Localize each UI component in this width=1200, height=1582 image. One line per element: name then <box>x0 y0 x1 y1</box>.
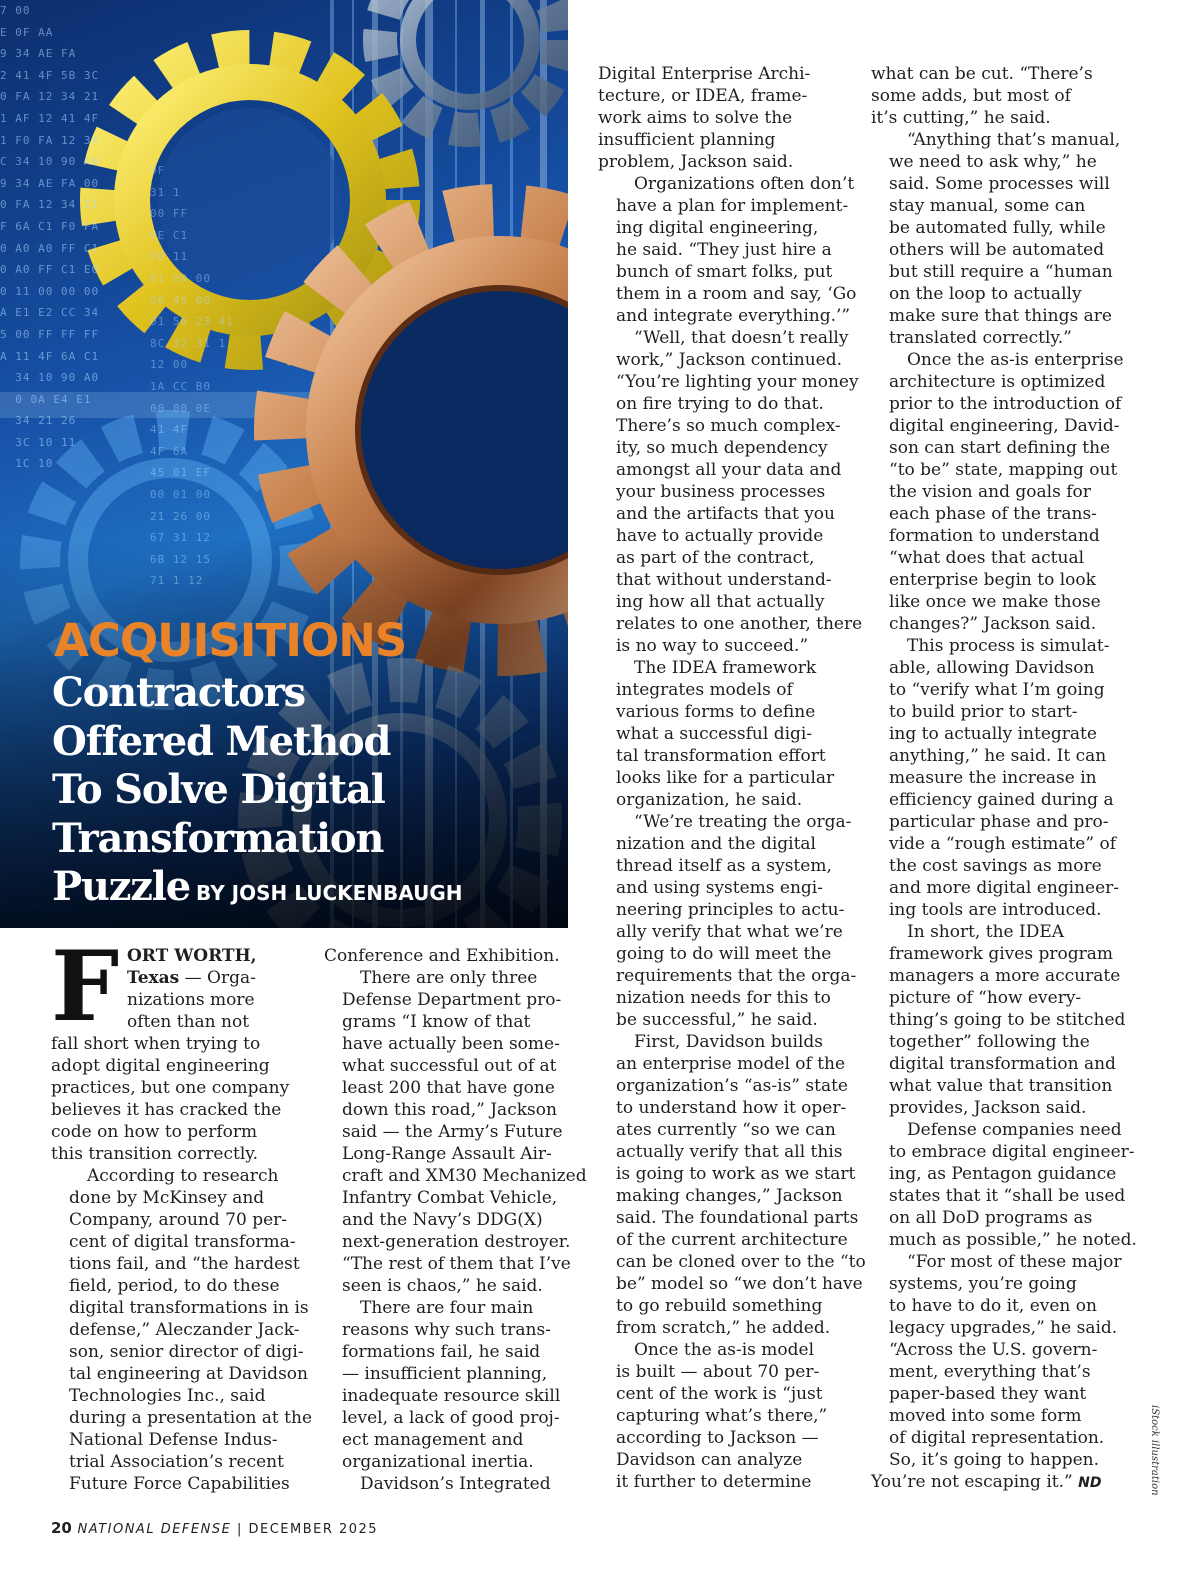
page-footer <box>51 1519 378 1537</box>
text-line: defense,” Aleczander Jack- <box>69 1320 300 1340</box>
text-line: as part of the contract, <box>616 548 815 568</box>
text-line: ment, everything that’s <box>889 1362 1091 1382</box>
text-line: organization’s “as-is” state <box>616 1076 848 1096</box>
publication-name: NATIONAL DEFENSE <box>77 1522 232 1537</box>
text-line: — insufficient planning, <box>342 1364 548 1384</box>
text-line: to build prior to start- <box>889 702 1078 722</box>
text-line: the vision and goals for <box>889 482 1091 502</box>
paragraph <box>324 967 587 1297</box>
text-line: “Anything that’s manual, <box>907 130 1121 150</box>
text-line: son can start defining the <box>889 438 1111 458</box>
text-line: There are only three <box>360 968 538 988</box>
text-line: particular phase and pro- <box>889 812 1109 832</box>
text-line: This process is simulat- <box>907 636 1110 656</box>
paragraph <box>598 63 853 173</box>
text-line: adopt digital engineering <box>51 1056 270 1076</box>
text-line: often than not <box>127 1012 250 1032</box>
paragraph <box>324 945 579 967</box>
dateline-word: Texas <box>127 968 180 988</box>
text-line: measure the increase in <box>889 768 1097 788</box>
text-line: There are four main <box>360 1298 534 1318</box>
text-line: ing how all that actually <box>616 592 825 612</box>
text-line: ORT WORTH, <box>127 946 257 966</box>
text-line: this transition correctly. <box>51 1144 259 1164</box>
text-line: field, period, to do these <box>69 1276 280 1296</box>
headline-line: To Solve Digital <box>52 766 385 813</box>
text-line: on fire trying to do that. <box>616 394 824 414</box>
text-line: So, it’s going to happen. <box>889 1450 1100 1470</box>
text-line: ing digital engineering, <box>616 218 819 238</box>
text-line: Company, around 70 per- <box>69 1210 288 1230</box>
text-line: The IDEA framework <box>634 658 817 678</box>
text-line: Conference and Exhibition. <box>324 946 560 966</box>
headline-line: Transformation <box>52 814 384 862</box>
drop-cap: F <box>51 930 120 1043</box>
text-line: translated correctly.” <box>889 328 1072 348</box>
text-line: an enterprise model of the <box>616 1054 846 1074</box>
text-line: is going to work as we start <box>616 1164 856 1184</box>
text-line: be” model so “we don’t have <box>616 1274 863 1294</box>
text-line: each phase of the trans- <box>889 504 1097 524</box>
text-line: said. Some processes will <box>889 174 1110 194</box>
text-line: on the loop to actually <box>889 284 1082 304</box>
text-line: framework gives program <box>889 944 1113 964</box>
paragraph <box>598 1031 866 1339</box>
text-line: capturing what’s there,” <box>616 1406 828 1426</box>
text-line: Infantry Combat Vehicle, <box>342 1188 558 1208</box>
text-line: tal transformation effort <box>616 746 826 766</box>
text-line: fall short when trying to <box>51 1034 261 1054</box>
text-line: and more digital engineer- <box>889 878 1120 898</box>
text-line: the cost savings as more <box>889 856 1102 876</box>
text-line: be successful,” he said. <box>616 1010 818 1030</box>
page-number: 20 <box>51 1519 72 1537</box>
text-line: “what does that actual <box>889 548 1085 568</box>
text-line: Digital Enterprise Archi- <box>598 64 811 84</box>
text-line: neering principles to actu- <box>616 900 845 920</box>
text-line: and the Navy’s DDG(X) <box>342 1210 543 1230</box>
text-line: what value that transition <box>889 1076 1113 1096</box>
article-column-1 <box>51 930 313 1495</box>
text-line: ing to actually integrate <box>889 724 1097 744</box>
text-line: like once we make those <box>889 592 1101 612</box>
text-line: practices, but one company <box>51 1078 290 1098</box>
text-line: son, senior director of digi- <box>69 1342 304 1362</box>
text-line: craft and XM30 Mechanized <box>342 1166 587 1186</box>
text-line: stay manual, some can <box>889 196 1086 216</box>
text-line: to understand how it oper- <box>616 1098 847 1118</box>
text-line: can be cloned over to the “to <box>616 1252 866 1272</box>
text-line: requirements that the orga- <box>616 966 857 986</box>
hero-illustration <box>0 0 568 928</box>
text-line: architecture is optimized <box>889 372 1106 392</box>
text-line: integrates models of <box>616 680 793 700</box>
text-line: looks like for a particular <box>616 768 835 788</box>
text-line: National Defense Indus- <box>69 1430 278 1450</box>
issue-date: DECEMBER 2025 <box>248 1522 379 1537</box>
text-line: next-generation destroyer. <box>342 1232 571 1252</box>
text-line: from scratch,” he added. <box>616 1318 831 1338</box>
text-line: managers a more accurate <box>889 966 1121 986</box>
text-line: moved into some form <box>889 1406 1082 1426</box>
text-line: code on how to perform <box>51 1122 258 1142</box>
text-line: Defense companies need <box>907 1120 1122 1140</box>
text-line: ity, so much dependency <box>616 438 828 458</box>
text-line: Texas — Orga- <box>127 968 256 988</box>
article-column-4 <box>871 63 1137 1494</box>
text-line: on all DoD programs as <box>889 1208 1093 1228</box>
paragraph <box>871 1251 1126 1471</box>
text-line: thing’s going to be stitched <box>889 1010 1126 1030</box>
paragraph <box>51 1165 313 1495</box>
text-line: Organizations often don’t <box>634 174 855 194</box>
headline-line-last <box>52 863 552 918</box>
text-line: Long-Range Assault Air- <box>342 1144 552 1164</box>
headline-line: Contractors <box>52 669 305 716</box>
text-line: inadequate resource skill <box>342 1386 561 1406</box>
headline-line: Offered Method <box>52 717 391 765</box>
paragraph <box>598 811 857 1031</box>
text-line: amongst all your data and <box>616 460 842 480</box>
text-line: Once the as-is model <box>634 1340 815 1360</box>
text-line: tal engineering at Davidson <box>69 1364 308 1384</box>
text-line: “You’re lighting your money <box>616 372 859 392</box>
text-line: is built — about 70 per- <box>616 1362 820 1382</box>
text-line: said. The foundational parts <box>616 1208 859 1228</box>
paragraph <box>871 921 1126 1119</box>
text-line: ates currently “so we can <box>616 1120 836 1140</box>
paragraph <box>871 349 1126 635</box>
text-line: make sure that things are <box>889 306 1112 326</box>
text-line: According to research <box>87 1166 279 1186</box>
text-line: Defense Department pro- <box>342 990 562 1010</box>
text-line: problem, Jackson said. <box>598 152 794 172</box>
text-line: trial Association’s recent <box>69 1452 284 1472</box>
text-line: anything,” he said. It can <box>889 746 1107 766</box>
text-line: making changes,” Jackson <box>616 1186 843 1206</box>
text-line: efficiency gained during a <box>889 790 1114 810</box>
text-line: insufficient planning <box>598 130 776 150</box>
text-line: formation to understand <box>889 526 1100 546</box>
text-line: actually verify that all this <box>616 1142 843 1162</box>
text-line: seen is chaos,” he said. <box>342 1276 543 1296</box>
text-line: tions fail, and “the hardest <box>69 1254 300 1274</box>
text-line: “For most of these major <box>907 1252 1122 1272</box>
hex-code-overlay: 7 00 E 0F AA 9 34 AE FA 2 41 4F 5B 3C 0 FA 12 34 21 1 AF 12 41 4F 1 F0 FA 12 34 C 34 10 90 A0 9 34 AE FA 00 0 FA 12 34 21 F 6A C1 F0 FA 0 A0 A0 FF C1 0 A0 FF C1 E0 0 11 00 00 00 A E1 E2 CC 34 5 00 FF FF FF A 11 4F 6A C1 34 10 90 A0 0 0A E4 E1 34 21 26 3C 10 11 1C 10 <box>0 4 100 471</box>
headline-last-word: Puzzle <box>52 863 191 910</box>
article-column-2 <box>324 945 587 1495</box>
text-line: others will be automated <box>889 240 1105 260</box>
text-line: to embrace digital engineer- <box>889 1142 1135 1162</box>
text-line: level, a lack of good proj- <box>342 1408 560 1428</box>
text-line: it’s cutting,” he said. <box>871 108 1051 128</box>
text-line: digital transformations in is <box>69 1298 309 1318</box>
text-line: paper-based they want <box>889 1384 1087 1404</box>
paragraph <box>598 327 863 657</box>
text-line: Technologies Inc., said <box>69 1386 266 1406</box>
closing-line <box>871 1471 1126 1494</box>
text-line: Once the as-is enterprise <box>907 350 1124 370</box>
text-line: have a plan for implement- <box>616 196 849 216</box>
text-line: we need to ask why,” he <box>889 152 1097 172</box>
text-line: systems, you’re going <box>889 1274 1077 1294</box>
text-line: digital transformation and <box>889 1054 1116 1074</box>
footer-separator: | <box>236 1522 243 1537</box>
text-line: and the artifacts that you <box>616 504 835 524</box>
text-line: states that it “shall be used <box>889 1186 1126 1206</box>
text-line: according to Jackson — <box>616 1428 819 1448</box>
text-line: your business processes <box>616 482 826 502</box>
text-line: work aims to solve the <box>598 108 793 128</box>
text-line: and using systems engi- <box>616 878 823 898</box>
text-line: ect management and <box>342 1430 524 1450</box>
paragraph <box>324 1473 579 1495</box>
text-line: but still require a “human <box>889 262 1113 282</box>
paragraph <box>871 129 1126 349</box>
paragraph <box>51 930 306 1165</box>
text-line: cent of digital transforma- <box>69 1232 296 1252</box>
text-line: to go rebuild something <box>616 1296 823 1316</box>
paragraph <box>871 635 1126 921</box>
text-line: is no way to succeed.” <box>616 636 809 656</box>
text-line: prior to the introduction of <box>889 394 1122 414</box>
text-line: “We’re treating the orga- <box>634 812 852 832</box>
text-line: to have to do it, even on <box>889 1296 1097 1316</box>
text-line: what a successful digi- <box>616 724 813 744</box>
paragraph <box>598 1339 853 1493</box>
steel-gear-top <box>380 0 560 130</box>
text-line: enterprise begin to look <box>889 570 1096 590</box>
text-line: of digital representation. <box>889 1428 1105 1448</box>
text-line: nization needs for this to <box>616 988 831 1008</box>
text-line: them in a room and say, ‘Go <box>616 284 857 304</box>
text-line: work,” Jackson continued. <box>616 350 843 370</box>
text-line: “to be” state, mapping out <box>889 460 1118 480</box>
text-line: believes it has cracked the <box>51 1100 282 1120</box>
text-line: grams “I know of that <box>342 1012 531 1032</box>
paragraph <box>598 657 853 811</box>
text-line: nization and the digital <box>616 834 816 854</box>
text-line: done by McKinsey and <box>69 1188 265 1208</box>
text-line: digital engineering, David- <box>889 416 1120 436</box>
article-column-3 <box>598 63 866 1493</box>
paragraph <box>324 1297 579 1473</box>
text-line: Davidson’s Integrated <box>360 1474 551 1494</box>
paragraph <box>598 173 857 327</box>
text-line: changes?” Jackson said. <box>889 614 1097 634</box>
headline <box>52 669 552 918</box>
text-line: ally verify that what we’re <box>616 922 843 942</box>
text-line: have to actually provide <box>616 526 824 546</box>
text-line: have actually been some- <box>342 1034 560 1054</box>
text-line: it further to determine <box>616 1472 812 1492</box>
text-line: various forms to define <box>616 702 816 722</box>
text-line: relates to one another, there <box>616 614 863 634</box>
text-line: “Across the U.S. govern- <box>889 1340 1098 1360</box>
text-line: formations fail, he said <box>342 1342 541 1362</box>
text-line: bunch of smart folks, put <box>616 262 833 282</box>
text-line: legacy upgrades,” he said. <box>889 1318 1118 1338</box>
text-line: In short, the IDEA <box>907 922 1065 942</box>
text-line: organization, he said. <box>616 790 803 810</box>
byline: BY JOSH LUCKENBAUGH <box>196 881 463 905</box>
text-line: cent of the work is “just <box>616 1384 823 1404</box>
text-line: vide a “rough estimate” of <box>889 834 1116 854</box>
text-line: what successful out of at <box>342 1056 557 1076</box>
text-line: least 200 that have gone <box>342 1078 555 1098</box>
text-line: be automated fully, while <box>889 218 1106 238</box>
text-line: Davidson can analyze <box>616 1450 803 1470</box>
text-line: “Well, that doesn’t really <box>634 328 849 348</box>
paragraph <box>871 1119 1137 1251</box>
text-line: what can be cut. “There’s <box>871 64 1093 84</box>
paragraph <box>871 63 1126 129</box>
text-line: that without understand- <box>616 570 832 590</box>
text-line: he said. “They just hire a <box>616 240 832 260</box>
text-line: tecture, or IDEA, frame- <box>598 86 808 106</box>
text-line: to “verify what I’m going <box>889 680 1105 700</box>
text-line: picture of “how every- <box>889 988 1082 1008</box>
text-line: thread itself as a system, <box>616 856 832 876</box>
text-line: able, allowing Davidson <box>889 658 1095 678</box>
text-line: much as possible,” he noted. <box>889 1230 1137 1250</box>
closing-text: You’re not escaping it.” <box>871 1472 1073 1492</box>
text-line: down this road,” Jackson <box>342 1100 557 1120</box>
text-line: First, Davidson builds <box>634 1032 824 1052</box>
text-line: Future Force Capabilities <box>69 1474 290 1494</box>
end-mark: ND <box>1078 1475 1102 1491</box>
text-line: reasons why such trans- <box>342 1320 551 1340</box>
text-line: going to do will meet the <box>616 944 832 964</box>
text-line: ing tools are introduced. <box>889 900 1102 920</box>
text-line: “The rest of them that I’ve <box>342 1254 571 1274</box>
text-line: There’s so much complex- <box>616 416 841 436</box>
text-line: ing, as Pentagon guidance <box>889 1164 1117 1184</box>
text-line: said — the Army’s Future <box>342 1122 563 1142</box>
text-line: some adds, but most of <box>871 86 1071 106</box>
text-line: and integrate everything.’” <box>616 306 851 326</box>
hex-code-overlay-2: 0F 31 1 00 FF 0E C1 F0 11 01 00 00 56 45 00 01 56 23 41 8C 32 31 1 12 00 1A CC B0 00 00 0E 41 4F 4F 6A 45 01 EF 00 01 00 21 26 00 67 31 12 6B 12 15 71 1 12 <box>150 164 234 588</box>
illustration-credit: iStock illustration <box>1149 1405 1160 1496</box>
section-label: ACQUISITIONS <box>54 614 407 667</box>
text-line: during a presentation at the <box>69 1408 313 1428</box>
text-line: organizational inertia. <box>342 1452 534 1472</box>
text-line: together” following the <box>889 1032 1090 1052</box>
text-line: of the current architecture <box>616 1230 848 1250</box>
text-line: nizations more <box>127 990 255 1010</box>
text-line: provides, Jackson said. <box>889 1098 1087 1118</box>
